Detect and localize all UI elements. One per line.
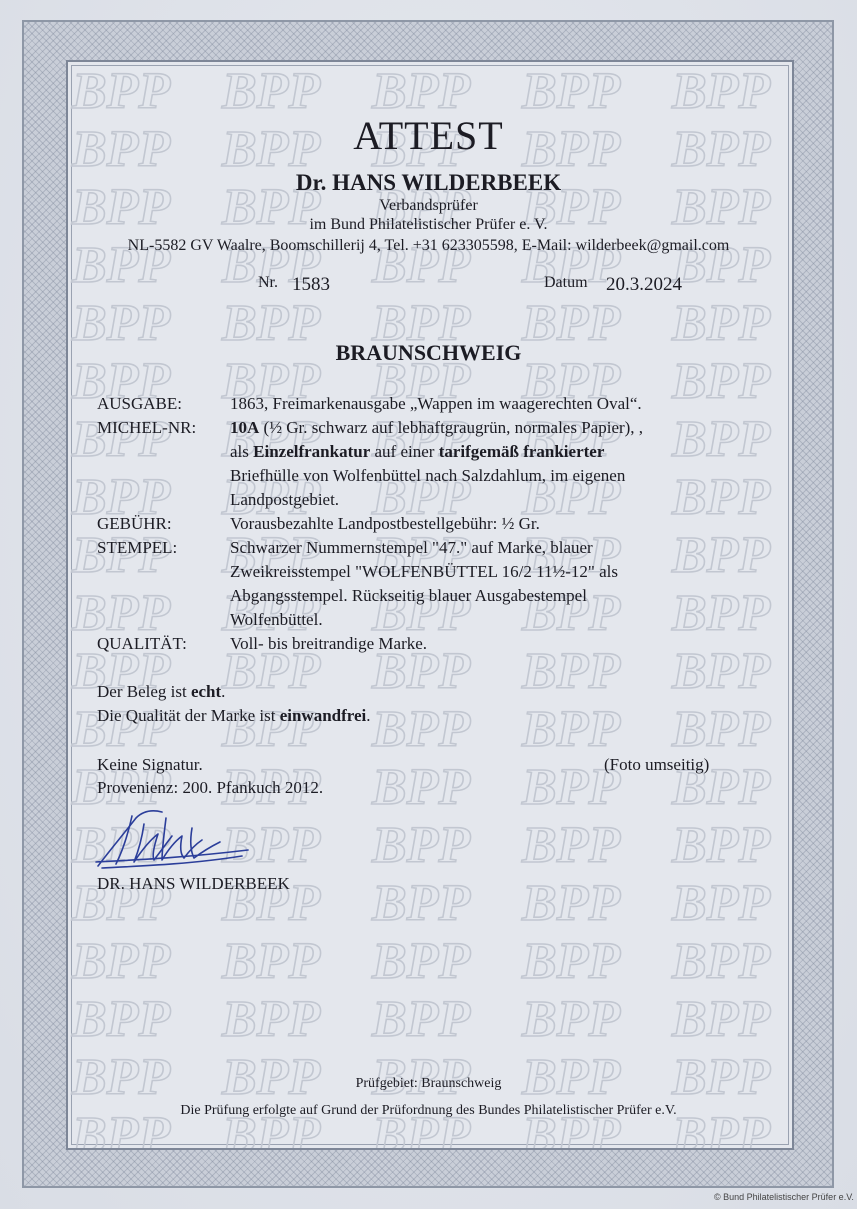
michel-line-4: Landpostgebiet. — [230, 490, 340, 509]
verdict-echt: Der Beleg ist echt. — [97, 682, 226, 701]
photo-note: (Foto umseitig) — [604, 755, 710, 774]
ausgabe-text: 1863, Freimarkenausgabe „Wappen im waagerechten Oval“. — [230, 394, 642, 413]
provenance-note: Provenienz: 200. Pfankuch 2012. — [97, 778, 324, 797]
tarifgemaess: tarifgemäß frankierter — [438, 442, 605, 461]
datum-label: Datum — [544, 274, 588, 291]
michel-line — [230, 418, 643, 438]
signatory-name: DR. HANS WILDERBEEK — [97, 874, 290, 893]
examiner-association: im Bund Philatelistischer Prüfer e. V. — [309, 216, 548, 233]
michel-label: MICHEL-NR: — [97, 418, 197, 437]
certificate-title: ATTEST — [353, 113, 504, 158]
nr-value: 1583 — [292, 274, 330, 295]
gebuehr-text: Vorausbezahlte Landpostbestellgebühr: ½ Gr. — [230, 514, 540, 533]
michel-line-3: Briefhülle von Wolfenbüttel nach Salzdahlum, im eigenen — [230, 466, 626, 485]
gebuehr-label: GEBÜHR: — [97, 514, 172, 533]
section-title: BRAUNSCHWEIG — [335, 340, 522, 365]
michel-text: (½ Gr. schwarz auf lebhaftgraugrün, normales Papier), , — [263, 418, 644, 437]
no-signature-note: Keine Signatur. — [97, 755, 203, 774]
examiner-role: Verbandsprüfer — [379, 197, 478, 214]
examiner-address: NL-5582 GV Waalre, Boomschillerij 4, Tel. +31 623305598, E-Mail: wilderbeek@gmail.com — [127, 237, 730, 254]
copyright: © Bund Philatelistischer Prüfer e.V. — [714, 1192, 854, 1202]
examiner-name: Dr. HANS WILDERBEEK — [295, 170, 562, 195]
stempel-label: STEMPEL: — [97, 538, 178, 557]
pruefgebiet: Prüfgebiet: Braunschweig — [355, 1076, 502, 1091]
qualitaet-text: Voll- bis breitrandige Marke. — [230, 634, 428, 653]
handwritten-signature — [92, 806, 252, 872]
datum-value: 20.3.2024 — [606, 274, 682, 295]
stempel-line-2: Zweikreisstempel "WOLFENBÜTTEL 16/2 11½-12" als — [230, 562, 618, 581]
stempel-line-4: Wolfenbüttel. — [230, 610, 323, 629]
michel-line-2: als Einzelfrankatur auf einer tarifgemäß frankierter — [230, 442, 605, 461]
statement: Die Prüfung erfolgte auf Grund der Prüfordnung des Bundes Philatelistischer Prüfer e.V. — [180, 1103, 677, 1118]
verdict-quality: Die Qualität der Marke ist einwandfrei. — [97, 706, 371, 725]
nr-label: Nr. — [258, 274, 278, 291]
ausgabe-label: AUSGABE: — [97, 394, 183, 413]
michel-number: 10A — [230, 418, 260, 437]
stempel-line-1: Schwarzer Nummernstempel "47." auf Marke, blauer — [230, 538, 593, 557]
stempel-line-3: Abgangsstempel. Rückseitig blauer Ausgabestempel — [230, 586, 587, 605]
qualitaet-label: QUALITÄT: — [97, 634, 187, 653]
einzelfrankatur: Einzelfrankatur — [253, 442, 371, 461]
